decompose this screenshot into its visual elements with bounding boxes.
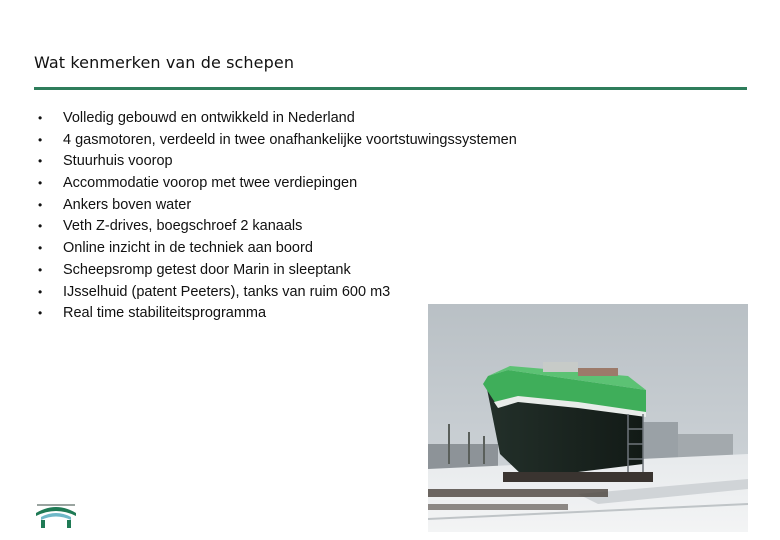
bullet-dot: • — [38, 132, 43, 147]
bullet-dot: • — [38, 176, 43, 191]
bullet-item — [38, 130, 517, 152]
ship-photo — [428, 304, 748, 532]
bullet-dot: • — [38, 306, 43, 321]
bullet-dot: • — [38, 111, 43, 125]
bullet-dot: • — [38, 262, 43, 277]
bullet-list — [38, 108, 517, 325]
bullet-text: Veth Z-drives, boegschroef 2 kanaals — [63, 218, 303, 235]
bullet-dot: • — [38, 241, 43, 256]
bullet-text: Scheepsromp getest door Marin in sleeptank — [63, 261, 351, 278]
bullet-text: Real time stabiliteitsprogramma — [63, 305, 267, 322]
bullet-dot: • — [38, 154, 43, 169]
title-divider — [34, 87, 747, 90]
bullet-text: Ankers boven water — [63, 196, 192, 213]
bullet-item — [38, 216, 517, 238]
bullet-text: Volledig gebouwd en ontwikkeld in Nederland — [63, 110, 355, 126]
bullet-item — [38, 238, 517, 260]
bullet-text: Online inzicht in de techniek aan boord — [63, 240, 313, 257]
bullet-item — [38, 173, 517, 195]
bullet-text: Stuurhuis voorop — [63, 153, 173, 170]
company-logo — [33, 503, 79, 529]
slide-title: Wat kenmerken van de schepen — [34, 53, 295, 72]
bullet-item — [38, 282, 517, 304]
bullet-text: IJsselhuid (patent Peeters), tanks van ruim 600 m3 — [63, 283, 391, 300]
bullet-text: 4 gasmotoren, verdeeld in twee onafhankelijke voortstuwingssystemen — [63, 131, 517, 148]
bullet-dot: • — [38, 219, 43, 234]
bullet-item — [38, 195, 517, 217]
bullet-item — [38, 260, 517, 282]
bullet-dot: • — [38, 197, 43, 212]
bullet-dot: • — [38, 284, 43, 299]
bullet-text: Accommodatie voorop met twee verdiepingen — [63, 175, 358, 192]
bullet-item — [38, 151, 517, 173]
bullet-item — [38, 108, 517, 130]
